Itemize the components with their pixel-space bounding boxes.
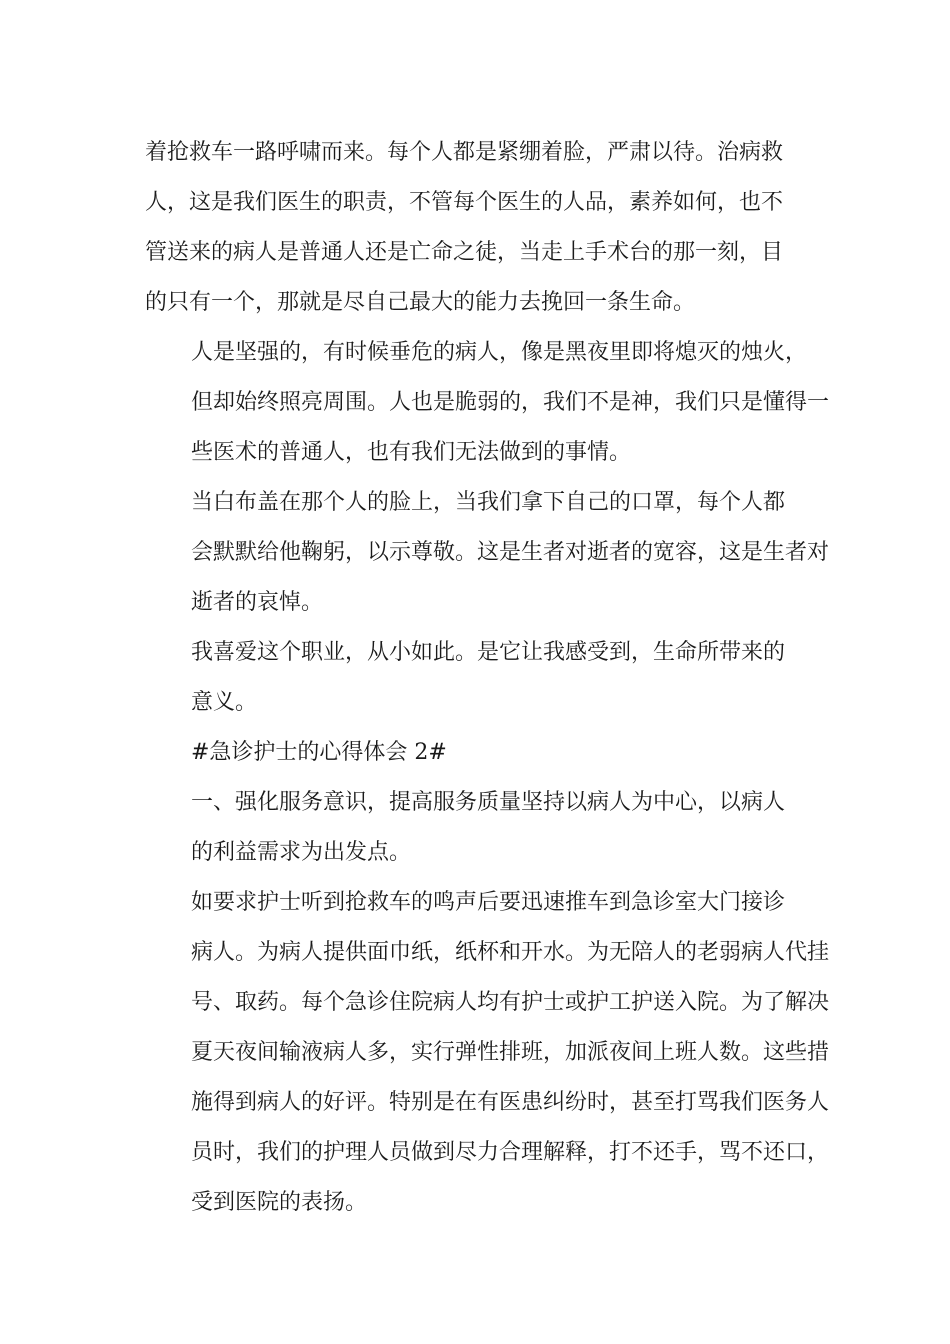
text-line: 号、取药。每个急诊住院病人均有护士或护工护送入院。为了解决 xyxy=(191,990,830,1015)
text-line: 施得到病人的好评。特别是在有医患纠纷时，甚至打骂我们医务人 xyxy=(191,1090,830,1115)
text-line: 管送来的病人是普通人还是亡命之徒，当走上手术台的那一刻，目 xyxy=(145,240,784,265)
text-line: 受到医院的表扬。 xyxy=(191,1190,368,1215)
text-line: 人是坚强的，有时候垂危的病人，像是黑夜里即将熄灭的烛火， xyxy=(191,340,808,365)
text-line: 但却始终照亮周围。人也是脆弱的，我们不是神，我们只是懂得一 xyxy=(191,390,830,415)
text-line: 的利益需求为出发点。 xyxy=(191,840,412,865)
text-line: 人，这是我们医生的职责，不管每个医生的人品，素养如何，也不 xyxy=(145,190,784,215)
text-line: 的只有一个，那就是尽自己最大的能力去挽回一条生命。 xyxy=(145,290,696,315)
paragraph-continued xyxy=(145,128,810,328)
paragraph-love-career xyxy=(145,628,810,728)
text-line: 我喜爱这个职业，从小如此。是它让我感受到，生命所带来的 xyxy=(191,640,786,665)
text-line: 员时，我们的护理人员做到尽力合理解释，打不还手，骂不还口， xyxy=(191,1140,830,1165)
text-line: 当白布盖在那个人的脸上，当我们拿下自己的口罩，每个人都 xyxy=(191,490,786,515)
text-line: 夏天夜间输液病人多，实行弹性排班，加派夜间上班人数。这些措 xyxy=(191,1040,830,1065)
paragraph-service-awareness xyxy=(145,778,810,878)
text-line: 着抢救车一路呼啸而来。每个人都是紧绷着脸，严肃以待。治病救 xyxy=(145,140,784,165)
text-line: 如要求护士听到抢救车的鸣声后要迅速推车到急诊室大门接诊 xyxy=(191,890,786,915)
section-heading xyxy=(145,728,810,778)
text-line: 逝者的哀悼。 xyxy=(191,590,324,615)
heading-line: #急诊护士的心得体会 2# xyxy=(191,740,447,765)
text-line: 一、强化服务意识，提高服务质量坚持以病人为中心，以病人 xyxy=(191,790,786,815)
text-line: 会默默给他鞠躬，以示尊敬。这是生者对逝者的宽容，这是生者对 xyxy=(191,540,830,565)
paragraph-strength xyxy=(145,328,830,478)
text-line: 些医术的普通人，也有我们无法做到的事情。 xyxy=(191,440,632,465)
paragraph-requirements xyxy=(145,878,830,1228)
paragraph-white-cloth xyxy=(145,478,830,628)
document-body xyxy=(145,128,830,1228)
text-line: 病人。为病人提供面巾纸，纸杯和开水。为无陪人的老弱病人代挂 xyxy=(191,940,830,965)
text-line: 意义。 xyxy=(191,690,258,715)
